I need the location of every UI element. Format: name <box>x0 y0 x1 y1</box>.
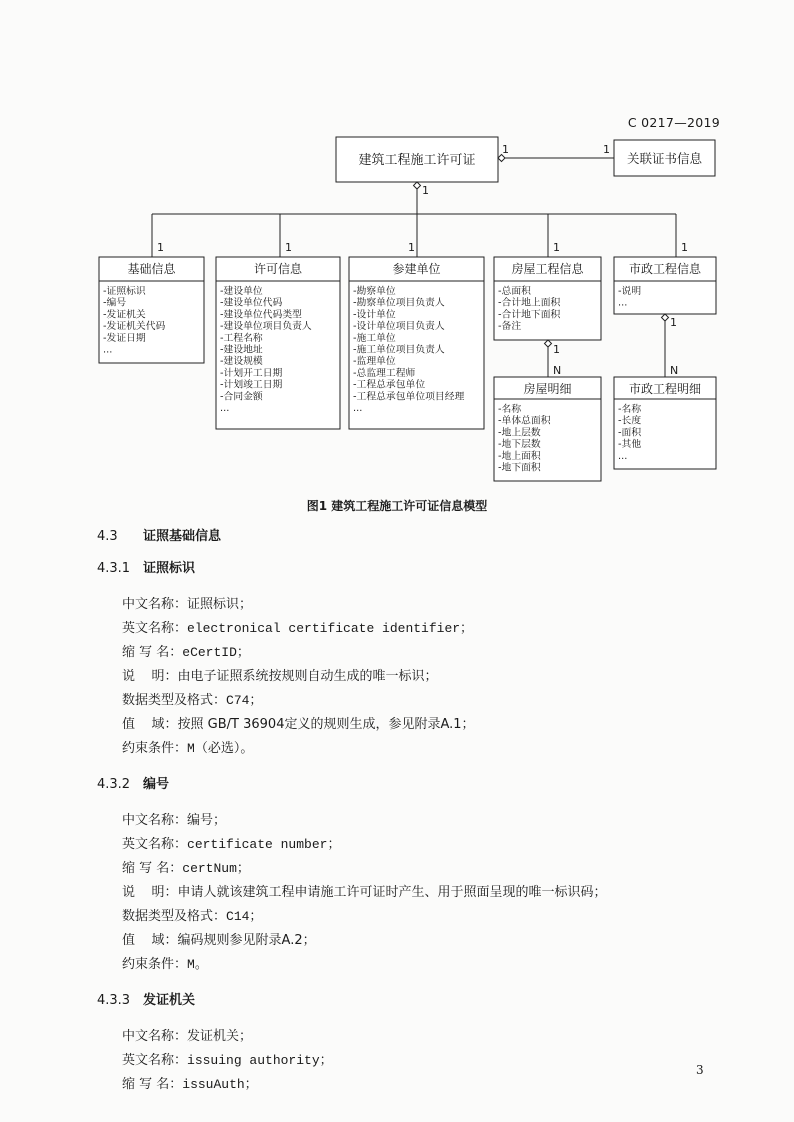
class-attr-housing-detail: -地下面积 <box>498 462 541 474</box>
class-title-participants: 参建单位 <box>392 262 441 276</box>
class-attr-participants: ... <box>353 403 363 414</box>
class-attr-municipal-detail: -长度 <box>618 415 642 427</box>
field-value: issuing authority； <box>187 1053 333 1068</box>
class-attr-municipal-detail: -其他 <box>618 439 642 451</box>
class-attr-participants: -勘察单位项目负责人 <box>353 297 445 309</box>
class-attr-participants: -工程总承包单位项目经理 <box>353 391 465 403</box>
section-heading <box>97 989 195 1008</box>
section-number: 4.3.2 <box>97 777 131 792</box>
mult-participants: 1 <box>408 241 415 254</box>
class-attr-permit: -建设单位代码类型 <box>220 309 302 321</box>
page-number: 3 <box>696 1063 704 1077</box>
section-number: 4.3.3 <box>97 993 131 1008</box>
class-title-basic: 基础信息 <box>127 262 176 276</box>
section-title: 证照基础信息 <box>143 529 222 544</box>
field-label: 约束条件： <box>122 741 188 756</box>
section-heading <box>97 525 221 544</box>
class-attr-housing-detail: -地下层数 <box>498 439 541 451</box>
class-attr-permit: -计划竣工日期 <box>220 379 283 391</box>
field-row <box>122 617 473 636</box>
field-value: certNum； <box>182 861 250 876</box>
related-class-title: 关联证书信息 <box>626 151 703 166</box>
field-value: 编号； <box>187 813 227 828</box>
field-value: issuAuth； <box>182 1077 258 1092</box>
class-attr-municipal-detail: -面积 <box>618 427 642 439</box>
class-attr-basic: -证照标识 <box>103 286 146 297</box>
field-label: 缩 写 名： <box>122 1077 183 1092</box>
mult-related: 1 <box>603 143 610 156</box>
field-value: 由电子证照系统按规则自动生成的唯一标识； <box>177 669 438 684</box>
field-row <box>122 641 250 660</box>
class-title-municipal-detail: 市政工程明细 <box>628 382 702 396</box>
class-attr-housing: -合计地下面积 <box>498 309 561 321</box>
section-title: 编号 <box>143 777 170 792</box>
field-row <box>122 1025 252 1044</box>
mult-housing: 1 <box>553 241 560 254</box>
mult-municipal-detail-top: 1 <box>670 316 677 329</box>
field-row <box>122 1049 333 1068</box>
field-label: 值 域： <box>122 717 178 732</box>
class-attr-municipal-detail: -名称 <box>618 404 642 415</box>
field-value: M。 <box>187 957 208 972</box>
mult-root-bottom: 1 <box>422 184 429 197</box>
field-value: C14； <box>226 909 263 924</box>
class-attr-participants: -设计单位 <box>353 309 396 321</box>
mult-housing-detail-top: 1 <box>553 343 560 356</box>
mult-housing-detail-bottom: N <box>553 364 562 377</box>
field-value: electronical certificate identifier； <box>187 621 474 636</box>
class-title-municipal: 市政工程信息 <box>628 262 702 276</box>
class-attr-permit: -建设地址 <box>220 344 263 356</box>
field-row <box>122 881 607 900</box>
class-title-permit: 许可信息 <box>253 262 303 276</box>
field-value: 发证机关； <box>187 1029 253 1044</box>
class-attr-participants: -监理单位 <box>353 356 396 368</box>
field-row <box>122 905 262 924</box>
field-value: 申请人就该建筑工程申请施工许可证时产生、用于照面呈现的唯一标识码； <box>177 885 607 900</box>
field-row <box>122 953 208 972</box>
field-row <box>122 737 253 756</box>
field-label: 中文名称： <box>122 1029 188 1044</box>
class-attr-basic: -发证机关代码 <box>103 321 166 333</box>
class-attr-housing: -备注 <box>498 321 522 333</box>
class-attr-municipal-detail: ... <box>618 450 628 462</box>
mult-municipal: 1 <box>681 241 688 254</box>
class-attr-basic: -编号 <box>103 297 127 309</box>
field-label: 约束条件： <box>122 957 188 972</box>
figure-caption: 图1 建筑工程施工许可证信息模型 <box>306 499 488 513</box>
class-attr-municipal: -说明 <box>618 286 642 297</box>
field-row <box>122 833 340 852</box>
field-row <box>122 1073 258 1092</box>
field-value: eCertID； <box>182 645 250 660</box>
field-row <box>122 665 438 684</box>
field-label: 缩 写 名： <box>122 861 183 876</box>
field-label: 英文名称： <box>122 621 188 636</box>
field-label: 数据类型及格式： <box>122 693 227 708</box>
class-attr-municipal: ... <box>618 297 628 309</box>
field-label: 值 域： <box>122 933 178 948</box>
field-label: 英文名称： <box>122 1053 188 1068</box>
mult-permit: 1 <box>285 241 292 254</box>
field-value: C74； <box>226 693 263 708</box>
class-attr-permit: -合同金额 <box>220 391 263 403</box>
class-attr-housing-detail: -地上层数 <box>498 427 541 439</box>
section-heading <box>97 557 195 576</box>
mult-municipal-detail-bottom: N <box>670 364 679 377</box>
mult-root-right: 1 <box>502 143 509 156</box>
class-title-housing-detail: 房屋明细 <box>523 382 572 396</box>
field-value: M（必选）。 <box>187 741 254 756</box>
field-label: 中文名称： <box>122 597 188 612</box>
field-value: 编码规则参见附录A.2； <box>177 933 316 948</box>
uml-class-diagram <box>0 0 794 520</box>
field-row <box>122 593 252 612</box>
section-number: 4.3 <box>97 529 118 544</box>
section-title: 发证机关 <box>143 993 196 1008</box>
field-label: 英文名称： <box>122 837 188 852</box>
class-attr-housing-detail: -名称 <box>498 404 522 415</box>
class-attr-housing: -总面积 <box>498 286 531 297</box>
class-attr-participants: -施工单位项目负责人 <box>353 344 445 356</box>
class-attr-permit: -建设单位 <box>220 286 263 297</box>
field-row <box>122 857 250 876</box>
field-row <box>122 929 316 948</box>
field-row <box>122 689 262 708</box>
class-attr-participants: -总监理工程师 <box>353 367 416 379</box>
field-label: 中文名称： <box>122 813 188 828</box>
class-attr-participants: -工程总承包单位 <box>353 379 426 391</box>
class-attr-permit: -建设单位代码 <box>220 297 283 309</box>
field-label: 说 明： <box>122 885 178 900</box>
class-attr-permit: -建设单位项目负责人 <box>220 321 312 333</box>
field-label: 数据类型及格式： <box>122 909 227 924</box>
class-attr-permit: ... <box>220 403 230 414</box>
class-attr-basic: -发证机关 <box>103 309 146 321</box>
field-value: 按照 GB/T 36904定义的规则生成，参见附录A.1； <box>177 717 475 732</box>
field-row <box>122 809 226 828</box>
class-attr-participants: -设计单位项目负责人 <box>353 321 445 333</box>
class-attr-permit: -计划开工日期 <box>220 367 283 379</box>
section-number: 4.3.1 <box>97 561 131 576</box>
section-title: 证照标识 <box>143 561 196 576</box>
standard-code: C 0217—2019 <box>627 115 720 130</box>
field-row <box>122 713 475 732</box>
class-attr-participants: -施工单位 <box>353 332 396 344</box>
class-title-housing: 房屋工程信息 <box>511 262 584 276</box>
field-value: certificate number； <box>187 837 341 852</box>
field-label: 说 明： <box>122 669 178 684</box>
section-heading <box>97 773 169 792</box>
class-attr-housing: -合计地上面积 <box>498 297 561 309</box>
class-attr-housing-detail: -单体总面积 <box>498 415 551 427</box>
class-attr-permit: -工程名称 <box>220 332 263 344</box>
class-attr-basic: ... <box>103 344 113 356</box>
class-attr-basic: -发证日期 <box>103 332 146 344</box>
field-label: 缩 写 名： <box>122 645 183 660</box>
class-attr-participants: -勘察单位 <box>353 286 396 297</box>
field-value: 证照标识； <box>187 597 253 612</box>
class-attr-housing-detail: -地上面积 <box>498 450 541 462</box>
mult-basic: 1 <box>157 241 164 254</box>
root-class-title: 建筑工程施工许可证 <box>358 153 476 168</box>
class-attr-permit: -建设规模 <box>220 356 263 368</box>
